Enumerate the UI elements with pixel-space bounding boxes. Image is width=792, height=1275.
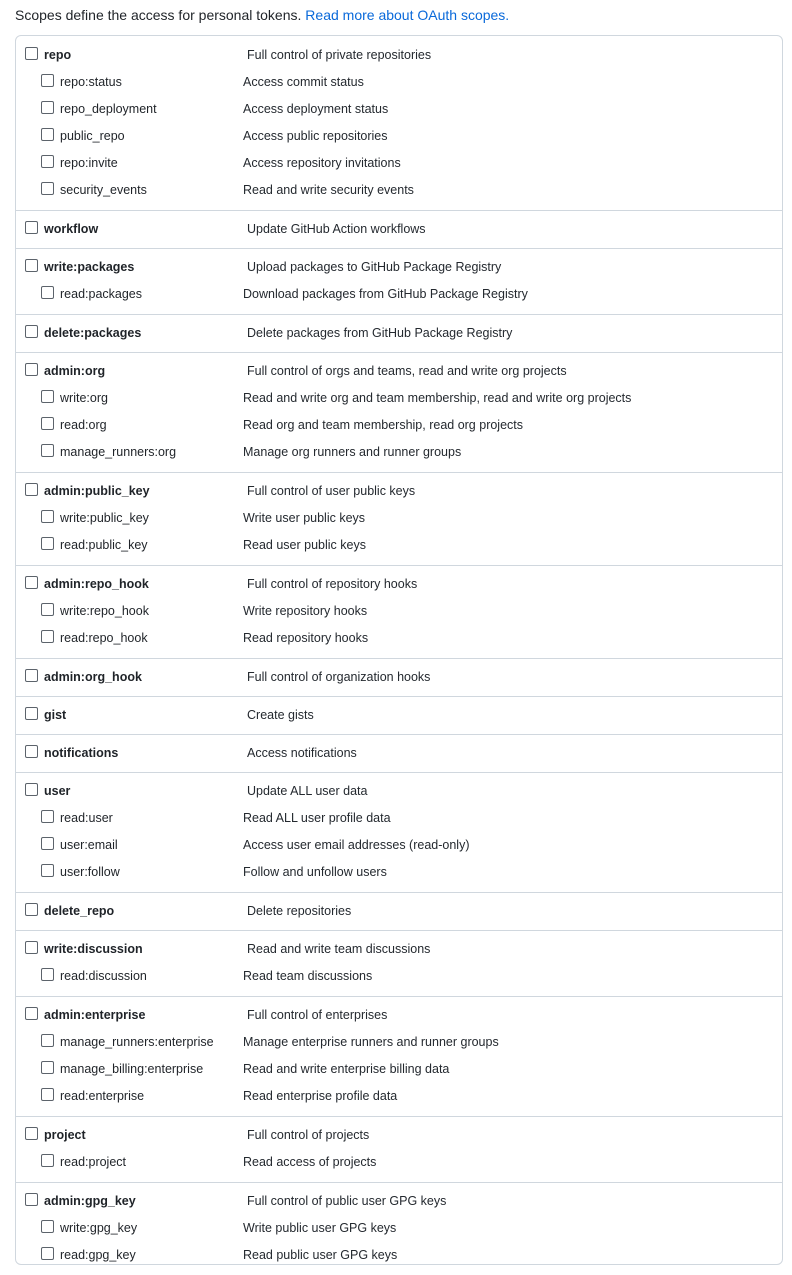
scope-checkbox-read-discussion[interactable] [41,968,54,981]
scope-row-repo-invite[interactable] [16,151,782,178]
scope-checkbox-manage-runners-org[interactable] [41,444,54,457]
scope-group-write-packages [16,248,782,314]
scope-group-delete-repo [16,892,782,930]
scope-description: Read enterprise profile data [243,1089,398,1103]
scope-row-user-follow[interactable] [16,860,782,887]
scope-row-user-email[interactable] [16,833,782,860]
scope-description: Access public repositories [243,129,388,143]
scope-row-admin-enterprise[interactable] [16,1003,782,1030]
scope-group-admin-org-hook [16,658,782,696]
scope-name: public_repo [60,129,125,143]
scope-checkbox-repo-invite[interactable] [41,155,54,168]
scope-description: Manage org runners and runner groups [243,445,462,459]
scope-checkbox-public-repo[interactable] [41,128,54,141]
scope-row-admin-org[interactable] [16,359,782,386]
scope-name: write:discussion [44,942,143,956]
scope-checkbox-admin-public-key[interactable] [25,483,38,496]
scope-description: Follow and unfollow users [243,865,387,879]
scope-name: manage_billing:enterprise [60,1062,204,1076]
scope-description: Full control of user public keys [247,484,416,498]
scope-group-admin-org [16,352,782,472]
scope-description: Full control of orgs and teams, read and write org projects [247,364,567,378]
scope-description: Download packages from GitHub Package Registry [243,287,528,301]
scope-checkbox-write-gpg-key[interactable] [41,1220,54,1233]
scope-description: Access deployment status [243,102,389,116]
scope-description: Read team discussions [243,969,373,983]
scope-name: read:user [60,811,113,825]
scope-checkbox-admin-org-hook[interactable] [25,669,38,682]
scope-description: Full control of public user GPG keys [247,1194,447,1208]
scope-description: Access user email addresses (read-only) [243,838,470,852]
scope-group-write-discussion [16,930,782,996]
scope-name: read:project [60,1155,127,1169]
scope-row-delete-repo[interactable] [16,899,782,926]
scope-row-read-gpg-key[interactable] [16,1243,782,1270]
scope-name: read:discussion [60,969,147,983]
scope-checkbox-write-org[interactable] [41,390,54,403]
scope-description: Full control of projects [247,1128,370,1142]
scope-description: Update ALL user data [247,784,368,798]
scope-name: read:public_key [60,538,148,552]
scope-name: read:repo_hook [60,631,148,645]
scope-row-public-repo[interactable] [16,124,782,151]
scope-description: Access repository invitations [243,156,401,170]
scope-checkbox-read-packages[interactable] [41,286,54,299]
scope-name: admin:enterprise [44,1008,146,1022]
scope-name: read:packages [60,287,143,301]
scope-checkbox-read-enterprise[interactable] [41,1088,54,1101]
scope-checkbox-gist[interactable] [25,707,38,720]
scope-checkbox-admin-enterprise[interactable] [25,1007,38,1020]
scope-name: manage_runners:org [60,445,177,459]
scope-group-user [16,772,782,892]
scope-checkbox-workflow[interactable] [25,221,38,234]
scope-group-admin-repo-hook [16,565,782,658]
scope-checkbox-notifications[interactable] [25,745,38,758]
scope-checkbox-manage-runners-enterprise[interactable] [41,1034,54,1047]
scope-group-workflow [16,210,782,248]
scope-group-project [16,1116,782,1182]
scope-row-notifications[interactable] [16,741,782,768]
scope-checkbox-repo-deployment[interactable] [41,101,54,114]
scope-description: Manage enterprise runners and runner groups [243,1035,499,1049]
scope-name: user [44,784,71,798]
scope-checkbox-admin-org[interactable] [25,363,38,376]
scope-name: repo:invite [60,156,118,170]
scope-checkbox-user[interactable] [25,783,38,796]
scope-description: Write public user GPG keys [243,1221,397,1235]
scope-checkbox-admin-repo-hook[interactable] [25,576,38,589]
intro-text: Scopes define the access for personal tokens. [15,7,302,23]
scope-name: workflow [44,222,99,236]
scope-name: read:gpg_key [60,1248,136,1262]
scope-description: Read repository hooks [243,631,369,645]
scope-name: notifications [44,746,119,760]
scope-description: Access notifications [247,746,357,760]
scope-name: admin:public_key [44,484,150,498]
scope-checkbox-security-events[interactable] [41,182,54,195]
scope-name: admin:org_hook [44,670,142,684]
scope-description: Write repository hooks [243,604,368,618]
scope-name: security_events [60,183,147,197]
scope-name: project [44,1128,86,1142]
scope-description: Delete repositories [247,904,352,918]
scope-checkbox-write-public-key[interactable] [41,510,54,523]
scope-checkbox-read-repo-hook[interactable] [41,630,54,643]
scope-group-admin-enterprise [16,996,782,1116]
scope-checkbox-user-email[interactable] [41,837,54,850]
scope-group-delete-packages [16,314,782,352]
scope-checkbox-read-user[interactable] [41,810,54,823]
scopes-intro [15,6,509,24]
scope-description: Upload packages to GitHub Package Registry [247,260,502,274]
scope-name: read:org [60,418,107,432]
scope-name: manage_runners:enterprise [60,1035,214,1049]
scopes-list [15,35,783,1265]
scope-checkbox-read-gpg-key[interactable] [41,1247,54,1260]
scope-group-notifications [16,734,782,772]
scope-group-admin-public-key [16,472,782,565]
scope-description: Read access of projects [243,1155,377,1169]
scope-description: Full control of private repositories [247,48,432,62]
scope-description: Write user public keys [243,511,366,525]
scope-checkbox-repo-status[interactable] [41,74,54,87]
scope-checkbox-write-repo-hook[interactable] [41,603,54,616]
scope-row-security-events[interactable] [16,178,782,205]
scope-checkbox-read-project[interactable] [41,1154,54,1167]
scope-name: repo [44,48,72,62]
scope-row-repo-status[interactable] [16,70,782,97]
scope-row-write-packages[interactable] [16,255,782,282]
scope-row-repo[interactable] [16,43,782,70]
scope-description: Read and write org and team membership, read and write org projects [243,391,632,405]
scope-checkbox-delete-repo[interactable] [25,903,38,916]
scope-name: write:public_key [60,511,149,525]
scope-row-project[interactable] [16,1123,782,1150]
scope-description: Read org and team membership, read org projects [243,418,524,432]
scope-description: Read and write enterprise billing data [243,1062,450,1076]
scope-name: write:gpg_key [60,1221,138,1235]
scope-name: write:repo_hook [60,604,149,618]
scope-description: Read and write security events [243,183,414,197]
scope-checkbox-read-org[interactable] [41,417,54,430]
scope-checkbox-project[interactable] [25,1127,38,1140]
scope-checkbox-user-follow[interactable] [41,864,54,877]
scope-description: Full control of enterprises [247,1008,388,1022]
oauth-scopes-link[interactable]: Read more about OAuth scopes. [305,7,510,23]
scope-row-write-repo-hook[interactable] [16,599,782,626]
scope-row-workflow[interactable] [16,217,782,244]
scope-group-gist [16,696,782,734]
scope-description: Create gists [247,708,314,722]
scope-row-read-discussion[interactable] [16,964,782,991]
scope-name: repo_deployment [60,102,157,116]
scope-checkbox-admin-gpg-key[interactable] [25,1193,38,1206]
scope-checkbox-write-discussion[interactable] [25,941,38,954]
scope-row-write-public-key[interactable] [16,506,782,533]
scope-checkbox-read-public-key[interactable] [41,537,54,550]
scope-description: Read user public keys [243,538,366,552]
scope-checkbox-repo[interactable] [25,47,38,60]
scope-name: gist [44,708,67,722]
scope-name: write:org [60,391,108,405]
scope-name: user:follow [60,865,120,879]
scope-row-read-repo-hook[interactable] [16,626,782,653]
scope-row-write-org[interactable] [16,386,782,413]
scope-group-repo [16,36,782,210]
scope-name: user:email [60,838,118,852]
scope-row-read-project[interactable] [16,1150,782,1177]
scope-name: delete_repo [44,904,115,918]
scope-row-read-packages[interactable] [16,282,782,309]
scope-name: admin:gpg_key [44,1194,136,1208]
scope-row-read-user[interactable] [16,806,782,833]
scope-row-write-gpg-key[interactable] [16,1216,782,1243]
scope-description: Read public user GPG keys [243,1248,398,1262]
scope-description: Full control of repository hooks [247,577,418,591]
scope-row-repo-deployment[interactable] [16,97,782,124]
scope-name: write:packages [44,260,135,274]
scope-row-read-org[interactable] [16,413,782,440]
scope-row-admin-org-hook[interactable] [16,665,782,692]
scope-name: delete:packages [44,326,142,340]
scope-row-user[interactable] [16,779,782,806]
scope-name: repo:status [60,75,122,89]
scope-row-admin-gpg-key[interactable] [16,1189,782,1216]
scope-checkbox-write-packages[interactable] [25,259,38,272]
scope-description: Update GitHub Action workflows [247,222,426,236]
scope-description: Delete packages from GitHub Package Registry [247,326,513,340]
scope-row-delete-packages[interactable] [16,321,782,348]
scope-row-manage-billing-enterprise[interactable] [16,1057,782,1084]
scope-row-manage-runners-org[interactable] [16,440,782,467]
scope-description: Read ALL user profile data [243,811,391,825]
scope-name: admin:repo_hook [44,577,149,591]
scope-checkbox-delete-packages[interactable] [25,325,38,338]
scope-checkbox-manage-billing-enterprise[interactable] [41,1061,54,1074]
scope-description: Full control of organization hooks [247,670,431,684]
scope-row-admin-repo-hook[interactable] [16,572,782,599]
scope-row-gist[interactable] [16,703,782,730]
scope-name: admin:org [44,364,106,378]
scope-name: read:enterprise [60,1089,145,1103]
scope-row-read-public-key[interactable] [16,533,782,560]
scope-group-admin-gpg-key [16,1182,782,1275]
scope-row-manage-runners-enterprise[interactable] [16,1030,782,1057]
scope-row-read-enterprise[interactable] [16,1084,782,1111]
scope-row-admin-public-key[interactable] [16,479,782,506]
scope-row-write-discussion[interactable] [16,937,782,964]
scope-description: Read and write team discussions [247,942,431,956]
scope-description: Access commit status [243,75,364,89]
